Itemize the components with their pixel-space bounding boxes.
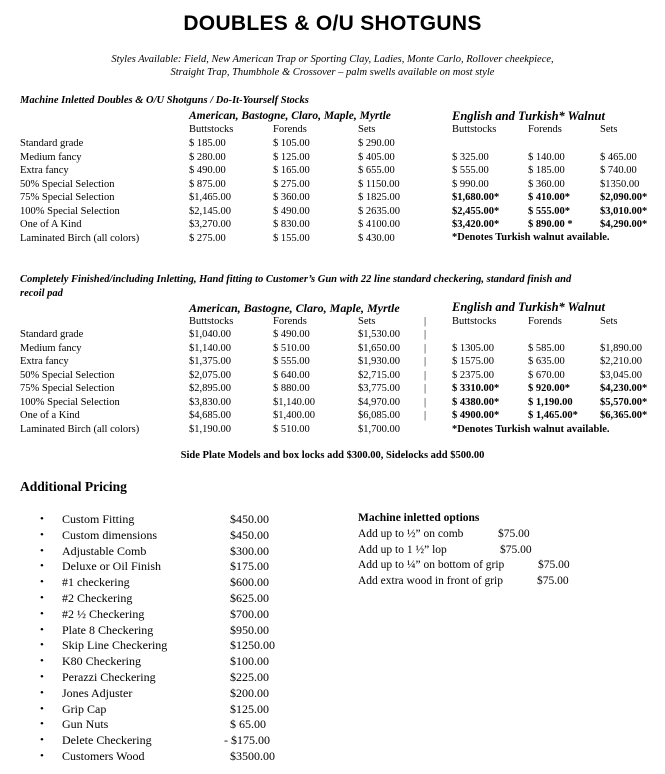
row-english-forends: $ 890.00 *: [528, 219, 573, 230]
row-american-sets: $ 2635.00: [358, 205, 400, 217]
row-grade: Medium fancy: [20, 342, 82, 354]
bullet-icon: •: [40, 607, 44, 620]
row-english-buttstocks: $ 555.00: [452, 165, 489, 176]
bullet-icon: •: [40, 702, 44, 715]
option-price: $75.00: [537, 574, 569, 587]
row-english-buttstocks: $ 990.00: [452, 178, 489, 190]
pricing-item-price: $700.00: [230, 606, 269, 621]
row-american-forends: $ 640.00: [273, 369, 310, 381]
row-english-forends: $ 670.00: [528, 369, 565, 381]
row-separator: |: [424, 396, 427, 408]
bullet-icon: •: [40, 592, 44, 604]
row-american-buttstocks: $1,040.00: [189, 329, 231, 340]
row-english-forends: $ 410.00*: [528, 192, 570, 203]
section1-title: Machine Inletted Doubles & O/U Shotguns / Do-It-Yourself Stocks: [20, 95, 309, 106]
bullet-icon: •: [40, 718, 44, 731]
pricing-item-label: Perazzi Checkering: [62, 670, 156, 684]
row-english-sets: $6,365.00*: [600, 410, 648, 421]
row-english-forends: $ 1,190.00: [528, 396, 573, 408]
row-english-sets: $1,890.00: [600, 342, 642, 354]
row-grade: Laminated Birch (all colors): [20, 423, 140, 435]
row-grade: 75% Special Selection: [20, 192, 115, 203]
row-english-forends: $ 555.00*: [528, 205, 570, 217]
row-american-buttstocks: $2,145.00: [189, 205, 231, 217]
row-english-buttstocks: $ 3310.00*: [452, 383, 500, 394]
row-american-forends: $ 830.00: [273, 219, 310, 230]
row-grade: 100% Special Selection: [20, 396, 120, 408]
row-american-forends: $ 555.00: [273, 356, 310, 367]
row-american-sets: $2,715.00: [358, 369, 400, 381]
row-american-sets: $1,530.00: [358, 329, 400, 340]
row-american-sets: $1,930.00: [358, 356, 400, 367]
section2-col-forends-eng: Forends: [528, 316, 562, 327]
row-grade: Extra fancy: [20, 165, 69, 176]
page-title: DOUBLES & O/U SHOTGUNS: [183, 12, 482, 35]
row-american-sets: $ 290.00: [358, 138, 395, 149]
pricing-item-label: Deluxe or Oil Finish: [62, 559, 161, 574]
row-american-buttstocks: $ 490.00: [189, 165, 226, 176]
section1-american-head: American, Bastogne, Claro, Maple, Myrtle: [189, 110, 391, 122]
section2-turkish-note: *Denotes Turkish walnut available.: [452, 424, 610, 435]
section1-english-head: English and Turkish* Walnut: [452, 109, 605, 123]
row-separator: |: [424, 383, 427, 394]
row-english-sets: $2,090.00*: [600, 192, 648, 203]
section2-american-head: American, Bastogne, Claro, Maple, Myrtle: [189, 301, 400, 315]
row-american-buttstocks: $1,375.00: [189, 356, 231, 367]
option-label: Add up to 1 ½” lop: [358, 543, 447, 556]
row-grade: Laminated Birch (all colors): [20, 232, 140, 244]
row-american-buttstocks: $ 280.00: [189, 151, 226, 163]
row-american-forends: $ 490.00: [273, 329, 310, 340]
row-american-sets: $ 655.00: [358, 165, 395, 176]
section2-col-forends: Forends: [273, 316, 307, 327]
row-american-forends: $1,400.00: [273, 410, 315, 421]
pricing-item-price: $950.00: [230, 622, 269, 637]
row-american-buttstocks: $2,075.00: [189, 369, 231, 381]
row-english-forends: $ 920.00*: [528, 383, 570, 394]
bullet-icon: •: [40, 544, 44, 557]
row-american-sets: $1,650.00: [358, 342, 400, 354]
row-american-sets: $4,970.00: [358, 396, 400, 408]
section2-col-buttstocks: Buttstocks: [189, 316, 234, 327]
pricing-item-price: $200.00: [230, 685, 269, 700]
option-label: Add extra wood in front of grip: [358, 574, 503, 587]
row-american-sets: $ 430.00: [358, 232, 395, 244]
pricing-item-price: $125.00: [230, 701, 269, 716]
section2-header-separator: |: [424, 316, 427, 327]
row-american-forends: $1,140.00: [273, 396, 315, 408]
pricing-item-label: K80 Checkering: [62, 654, 141, 669]
pricing-item-label: Plate 8 Checkering: [62, 622, 154, 637]
section1-col-buttstocks-eng: Buttstocks: [452, 124, 497, 135]
pricing-item-price: $ 65.00: [230, 717, 266, 732]
row-american-sets: $ 1825.00: [358, 192, 400, 203]
row-grade: One of A Kind: [20, 219, 82, 230]
pricing-item-label: Customers Wood: [62, 749, 145, 763]
row-american-buttstocks: $4,685.00: [189, 410, 231, 421]
row-grade: 75% Special Selection: [20, 383, 115, 394]
pricing-item-label: #1 checkering: [62, 575, 130, 590]
pricing-item-label: #2 Checkering: [62, 591, 133, 605]
section2-title-line-1: Completely Finished/including Inletting, Hand fitting to Customer’s Gun with 22 line standard checkering, standard finish and: [20, 274, 572, 285]
row-english-sets: $3,010.00*: [600, 205, 648, 217]
row-english-sets: $4,230.00*: [600, 383, 648, 394]
row-separator: |: [424, 356, 427, 367]
row-american-sets: $ 405.00: [358, 151, 395, 163]
row-american-buttstocks: $1,140.00: [189, 342, 231, 354]
row-american-forends: $ 880.00: [273, 383, 310, 394]
row-american-forends: $ 510.00: [273, 342, 310, 354]
row-separator: |: [424, 342, 427, 354]
section1-col-buttstocks: Buttstocks: [189, 124, 234, 135]
option-price: $75.00: [538, 559, 570, 571]
row-grade: Standard grade: [20, 138, 84, 149]
bullet-icon: •: [40, 528, 44, 541]
section1-col-forends: Forends: [273, 124, 307, 135]
row-american-forends: $ 360.00: [273, 192, 310, 203]
row-american-forends: $ 510.00: [273, 423, 310, 435]
pricing-item-label: Delete Checkering: [62, 733, 152, 748]
pricing-item-price: $225.00: [230, 670, 269, 684]
row-american-buttstocks: $ 875.00: [189, 178, 226, 190]
row-english-sets: $2,210.00: [600, 356, 642, 367]
row-english-forends: $ 140.00: [528, 151, 565, 163]
row-english-sets: $ 740.00: [600, 165, 637, 176]
pricing-item-price: $450.00: [230, 512, 269, 526]
pricing-item-price: $625.00: [230, 591, 269, 605]
section2-english-head: English and Turkish* Walnut: [452, 300, 605, 314]
row-american-forends: $ 275.00: [273, 178, 310, 190]
bullet-icon: •: [40, 513, 44, 525]
row-grade: Medium fancy: [20, 151, 82, 163]
row-american-buttstocks: $1,190.00: [189, 423, 231, 435]
pricing-item-price: $3500.00: [230, 749, 275, 763]
row-grade: 50% Special Selection: [20, 369, 115, 381]
row-separator: |: [424, 369, 427, 381]
bullet-icon: •: [40, 734, 44, 747]
row-american-forends: $ 125.00: [273, 151, 310, 163]
side-plate-note: Side Plate Models and box locks add $300.00, Sidelocks add $500.00: [180, 450, 485, 461]
row-american-buttstocks: $3,830.00: [189, 396, 231, 408]
section2-col-sets: Sets: [358, 316, 376, 327]
row-english-buttstocks: $ 1305.00: [452, 342, 494, 354]
row-grade: Standard grade: [20, 329, 84, 340]
subtitle-line-2: Straight Trap, Thumbhole & Crossover – palm swells available on most style: [170, 67, 495, 78]
bullet-icon: •: [40, 639, 44, 652]
row-english-buttstocks: $ 325.00: [452, 151, 489, 163]
pricing-item-price: $175.00: [230, 559, 269, 574]
styles-subtitle: [0, 53, 665, 79]
row-english-sets: $4,290.00*: [600, 219, 648, 230]
bullet-icon: •: [40, 750, 44, 762]
pricing-item-label: Custom Fitting: [62, 512, 135, 526]
option-price: $75.00: [500, 543, 532, 556]
row-english-sets: $3,045.00: [600, 369, 642, 381]
row-american-buttstocks: $2,895.00: [189, 383, 231, 394]
pricing-item-label: #2 ½ Checkering: [62, 606, 145, 621]
row-american-buttstocks: $3,270.00: [189, 219, 231, 230]
pricing-item-price: - $175.00: [224, 733, 270, 748]
row-grade: One of a Kind: [20, 410, 80, 421]
row-american-forends: $ 105.00: [273, 138, 310, 149]
row-grade: Extra fancy: [20, 356, 69, 367]
additional-pricing-title: Additional Pricing: [20, 479, 127, 494]
subtitle-line-1: Styles Available: Field, New American Trap or Sporting Clay, Ladies, Monte Carlo, Rollover cheekpiece,: [111, 54, 554, 65]
section2-title-line-2: recoil pad: [20, 288, 63, 299]
row-grade: 50% Special Selection: [20, 178, 115, 190]
row-english-buttstocks: $ 2375.00: [452, 369, 494, 381]
row-american-buttstocks: $ 185.00: [189, 138, 226, 149]
bullet-icon: •: [40, 671, 44, 683]
row-american-buttstocks: $1,465.00: [189, 192, 231, 203]
row-grade: 100% Special Selection: [20, 205, 120, 217]
bullet-icon: •: [40, 655, 44, 668]
pricing-item-price: $1250.00: [230, 638, 275, 653]
section2-col-sets-eng: Sets: [600, 316, 618, 327]
row-american-sets: $ 4100.00: [358, 219, 400, 230]
pricing-item-price: $600.00: [230, 575, 269, 590]
row-english-buttstocks: $ 4380.00*: [452, 396, 500, 408]
row-english-buttstocks: $1,680.00*: [452, 192, 500, 203]
pricing-item-price: $300.00: [230, 543, 269, 558]
pricing-item-price: $100.00: [230, 654, 269, 669]
row-english-forends: $ 1,465.00*: [528, 410, 578, 421]
bullet-icon: •: [40, 623, 44, 636]
option-price: $75.00: [498, 528, 530, 540]
option-label: Add up to ½” on comb: [358, 528, 464, 540]
row-american-sets: $6,085.00: [358, 410, 400, 421]
bullet-icon: •: [40, 576, 44, 589]
pricing-item-label: Jones Adjuster: [62, 685, 133, 700]
row-english-buttstocks: $ 1575.00: [452, 356, 494, 367]
pricing-item-price: $450.00: [230, 527, 269, 542]
bullet-icon: •: [40, 560, 44, 573]
row-english-forends: $ 585.00: [528, 342, 565, 354]
row-separator: |: [424, 329, 427, 340]
row-english-forends: $ 635.00: [528, 356, 565, 367]
pricing-item-label: Custom dimensions: [62, 527, 158, 542]
row-english-sets: $5,570.00*: [600, 396, 648, 408]
row-american-sets: $ 1150.00: [358, 178, 400, 190]
row-english-buttstocks: $2,455.00*: [452, 205, 500, 217]
row-english-forends: $ 360.00: [528, 178, 565, 190]
section1-col-sets: Sets: [358, 124, 376, 135]
row-english-sets: $ 465.00: [600, 151, 637, 163]
row-separator: |: [424, 410, 427, 421]
row-american-sets: $3,775.00: [358, 383, 400, 394]
row-english-sets: $1350.00: [600, 178, 640, 190]
row-english-buttstocks: $ 4900.00*: [452, 410, 500, 421]
pricing-item-label: Grip Cap: [62, 701, 107, 716]
row-american-forends: $ 165.00: [273, 165, 310, 176]
row-american-forends: $ 155.00: [273, 232, 310, 244]
pricing-item-label: Adjustable Comb: [62, 543, 147, 558]
option-label: Add up to ¼” on bottom of grip: [358, 559, 505, 571]
row-english-forends: $ 185.00: [528, 165, 565, 176]
section2-col-buttstocks-eng: Buttstocks: [452, 316, 497, 327]
section1-col-forends-eng: Forends: [528, 124, 562, 135]
row-american-buttstocks: $ 275.00: [189, 232, 226, 244]
row-american-forends: $ 490.00: [273, 205, 310, 217]
machine-inletted-options-title: Machine inletted options: [358, 512, 480, 524]
pricing-item-label: Skip Line Checkering: [62, 638, 168, 653]
row-english-buttstocks: $3,420.00*: [452, 219, 500, 230]
section1-col-sets-eng: Sets: [600, 124, 618, 135]
section1-turkish-note: *Denotes Turkish walnut available.: [452, 232, 610, 243]
bullet-icon: •: [40, 686, 44, 699]
pricing-item-label: Gun Nuts: [62, 717, 109, 732]
row-american-sets: $1,700.00: [358, 423, 400, 435]
